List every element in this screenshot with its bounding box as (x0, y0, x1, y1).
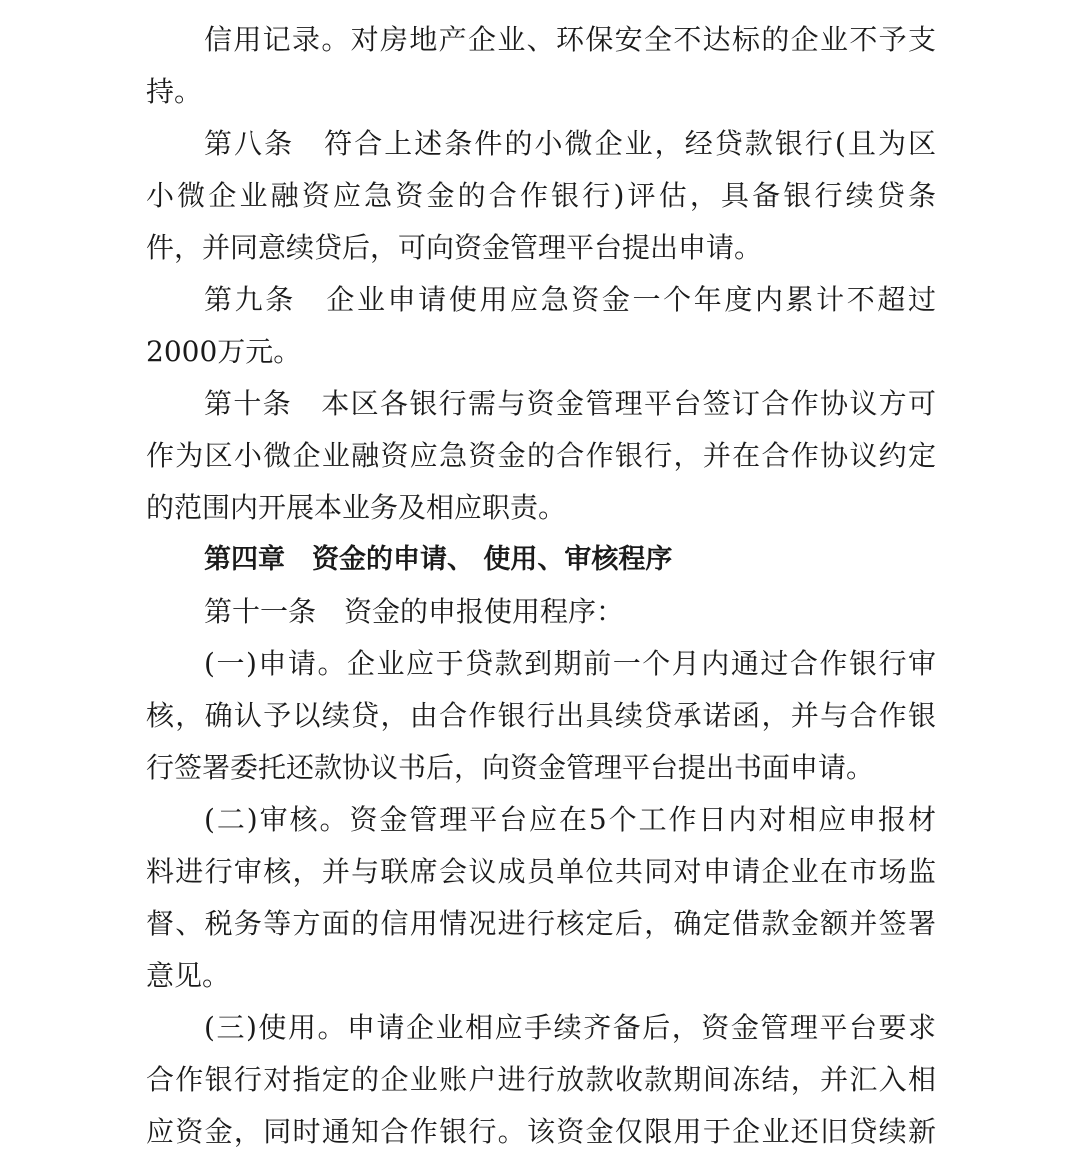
text-line: 件，并同意续贷后，可向资金管理平台提出申请。 (146, 231, 763, 264)
text-line: 合作银行对指定的企业账户进行放款收款期间冻结，并汇入相 (146, 1063, 936, 1096)
text-line: 意见。 (146, 959, 231, 992)
text-line: 小微企业融资应急资金的合作银行)评估，具备银行续贷条 (146, 179, 936, 212)
text-line: 应资金，同时通知合作银行。该资金仅限用于企业还旧贷续新 (146, 1115, 936, 1148)
text-line: 持。 (146, 75, 203, 108)
text-line: 作为区小微企业融资应急资金的合作银行，并在合作协议约定 (146, 439, 936, 472)
text-line: (三)使用。申请企业相应手续齐备后，资金管理平台要求 (204, 1011, 936, 1044)
text-line: 督、税务等方面的信用情况进行核定后，确定借款金额并签署 (146, 907, 936, 940)
text-line: 信用记录。对房地产企业、环保安全不达标的企业不予支 (204, 23, 936, 56)
text-line: (一)申请。企业应于贷款到期前一个月内通过合作银行审 (204, 647, 936, 680)
text-line: 第十一条 资金的申报使用程序： (204, 595, 625, 628)
text-line: 2000万元。 (146, 335, 302, 368)
text-line: 第八条 符合上述条件的小微企业，经贷款银行(且为区 (204, 127, 936, 160)
text-line: 的范围内开展本业务及相应职责。 (146, 491, 567, 524)
text-line: 行签署委托还款协议书后，向资金管理平台提出书面申请。 (146, 751, 875, 784)
text-line: 第十条 本区各银行需与资金管理平台签订合作协议方可 (204, 387, 936, 420)
text-line: 第九条 企业申请使用应急资金一个年度内累计不超过 (204, 283, 936, 316)
chapter-heading: 第四章 资金的申请、 使用、审核程序 (204, 544, 673, 575)
text-line: 核，确认予以续贷，由合作银行出具续贷承诺函，并与合作银 (146, 699, 936, 732)
document-page (146, 14, 936, 1158)
text-line: 料进行审核，并与联席会议成员单位共同对申请企业在市场监 (146, 855, 936, 888)
text-line: (二)审核。资金管理平台应在5个工作日内对相应申报材 (204, 803, 936, 836)
